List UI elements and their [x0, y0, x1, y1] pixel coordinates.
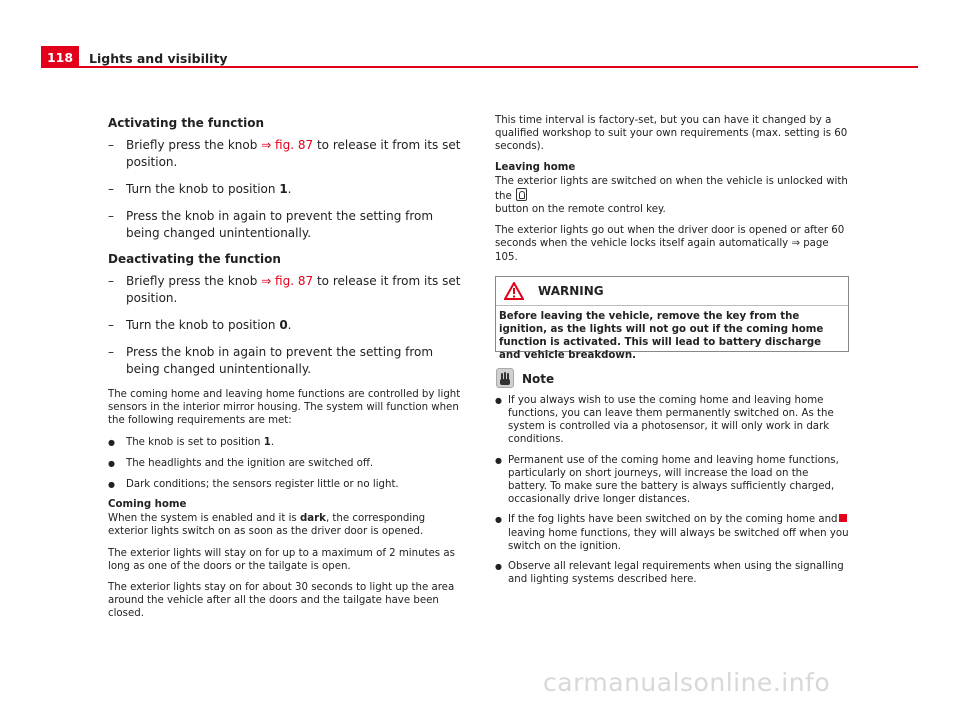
section-end-marker: [839, 514, 847, 522]
note-title: Note: [522, 371, 555, 386]
activating-heading: Activating the function: [108, 116, 264, 130]
deactivating-heading: Deactivating the function: [108, 252, 281, 266]
activating-step-3: – Press the knob in again to prevent the setting from being changed unintentionally.: [108, 208, 464, 242]
page-header: [41, 46, 918, 68]
deactivating-step-1: – Briefly press the knob ⇒ fig. 87 to release it from its set position.: [108, 273, 464, 307]
watermark: carmanualsonline.info: [543, 668, 831, 697]
leaving-home-p2: The exterior lights go out when the driver door is opened or after 60 seconds when the vehicle locks itself again automatically ⇒ page 105.: [495, 225, 845, 263]
page-number: 118: [41, 46, 79, 68]
coming-home-p1: When the system is enabled and it is dark, the corresponding exterior lights switch on as soon as the driver door is opened.: [108, 513, 426, 538]
left-column: [108, 114, 464, 629]
coming-home-p2: The exterior lights will stay on for up to a maximum of 2 minutes as long as one of the doors or the tailgate is open.: [108, 547, 455, 572]
activating-step-2: – Turn the knob to position 1.: [108, 181, 464, 198]
coming-home-heading: Coming home: [108, 499, 187, 511]
warning-title: WARNING: [538, 283, 604, 298]
fig-link[interactable]: ⇒ fig. 87: [261, 138, 314, 152]
note-item: ● Observe all relevant legal requirements when using the signalling and lighting systems described here.: [495, 560, 849, 586]
fig-link[interactable]: ⇒ fig. 87: [261, 274, 314, 288]
requirement-item: ● The headlights and the ignition are switched off.: [108, 457, 464, 470]
unlock-key-icon: [516, 188, 527, 201]
leaving-home-heading: Leaving home: [495, 161, 576, 173]
warning-header: [496, 277, 848, 306]
requirement-item: ● The knob is set to position 1.: [108, 436, 464, 449]
chapter-title: Lights and visibility: [89, 51, 228, 66]
note-hand-icon: [496, 368, 514, 388]
note-item: ● If the fog lights have been switched on by the coming home and leaving home functions, they will always be switched off when you switch on the ignition.: [495, 513, 849, 553]
coming-home-p3: The exterior lights stay on for about 30 seconds to light up the area around the vehicle after all the doors and the tailgate have been closed.: [108, 582, 455, 620]
warning-triangle-icon: [504, 282, 524, 300]
warning-text: Before leaving the vehicle, remove the key from the ignition, as the lights will not go out if the coming home function is activated. This will lead to battery discharge and vehicle breakdown.: [499, 310, 824, 362]
header-rule: [79, 66, 918, 68]
requirement-item: ● Dark conditions; the sensors register little or no light.: [108, 478, 464, 491]
leaving-home-p1: The exterior lights are switched on when the vehicle is unlocked with the button on the remote control key.: [495, 175, 848, 216]
note-header: [495, 368, 849, 390]
interval-paragraph: This time interval is factory-set, but you can have it changed by a qualified workshop to suit your own requirements (max. setting is 60 seconds).: [495, 115, 848, 153]
note-item: ● Permanent use of the coming home and leaving home functions, particularly on short journeys, will increase the load on the battery. To make sure the battery is always sufficiently charged, occasionally drive longer distances.: [495, 454, 849, 507]
intro-paragraph: The coming home and leaving home functions are controlled by light sensors in the interior mirror housing. The system will function when the following requirements are met:: [108, 389, 461, 427]
deactivating-step-3: – Press the knob in again to prevent the setting from being changed unintentionally.: [108, 344, 464, 378]
warning-box: [495, 276, 849, 362]
activating-step-1: – Briefly press the knob ⇒ fig. 87 to release it from its set position.: [108, 137, 464, 171]
right-column: [495, 114, 849, 593]
deactivating-step-2: – Turn the knob to position 0.: [108, 317, 464, 334]
note-item: ● If you always wish to use the coming home and leaving home functions, you can leave them permanently switched on. As the system is controlled via a photosensor, it will only work in dark conditions.: [495, 394, 849, 447]
